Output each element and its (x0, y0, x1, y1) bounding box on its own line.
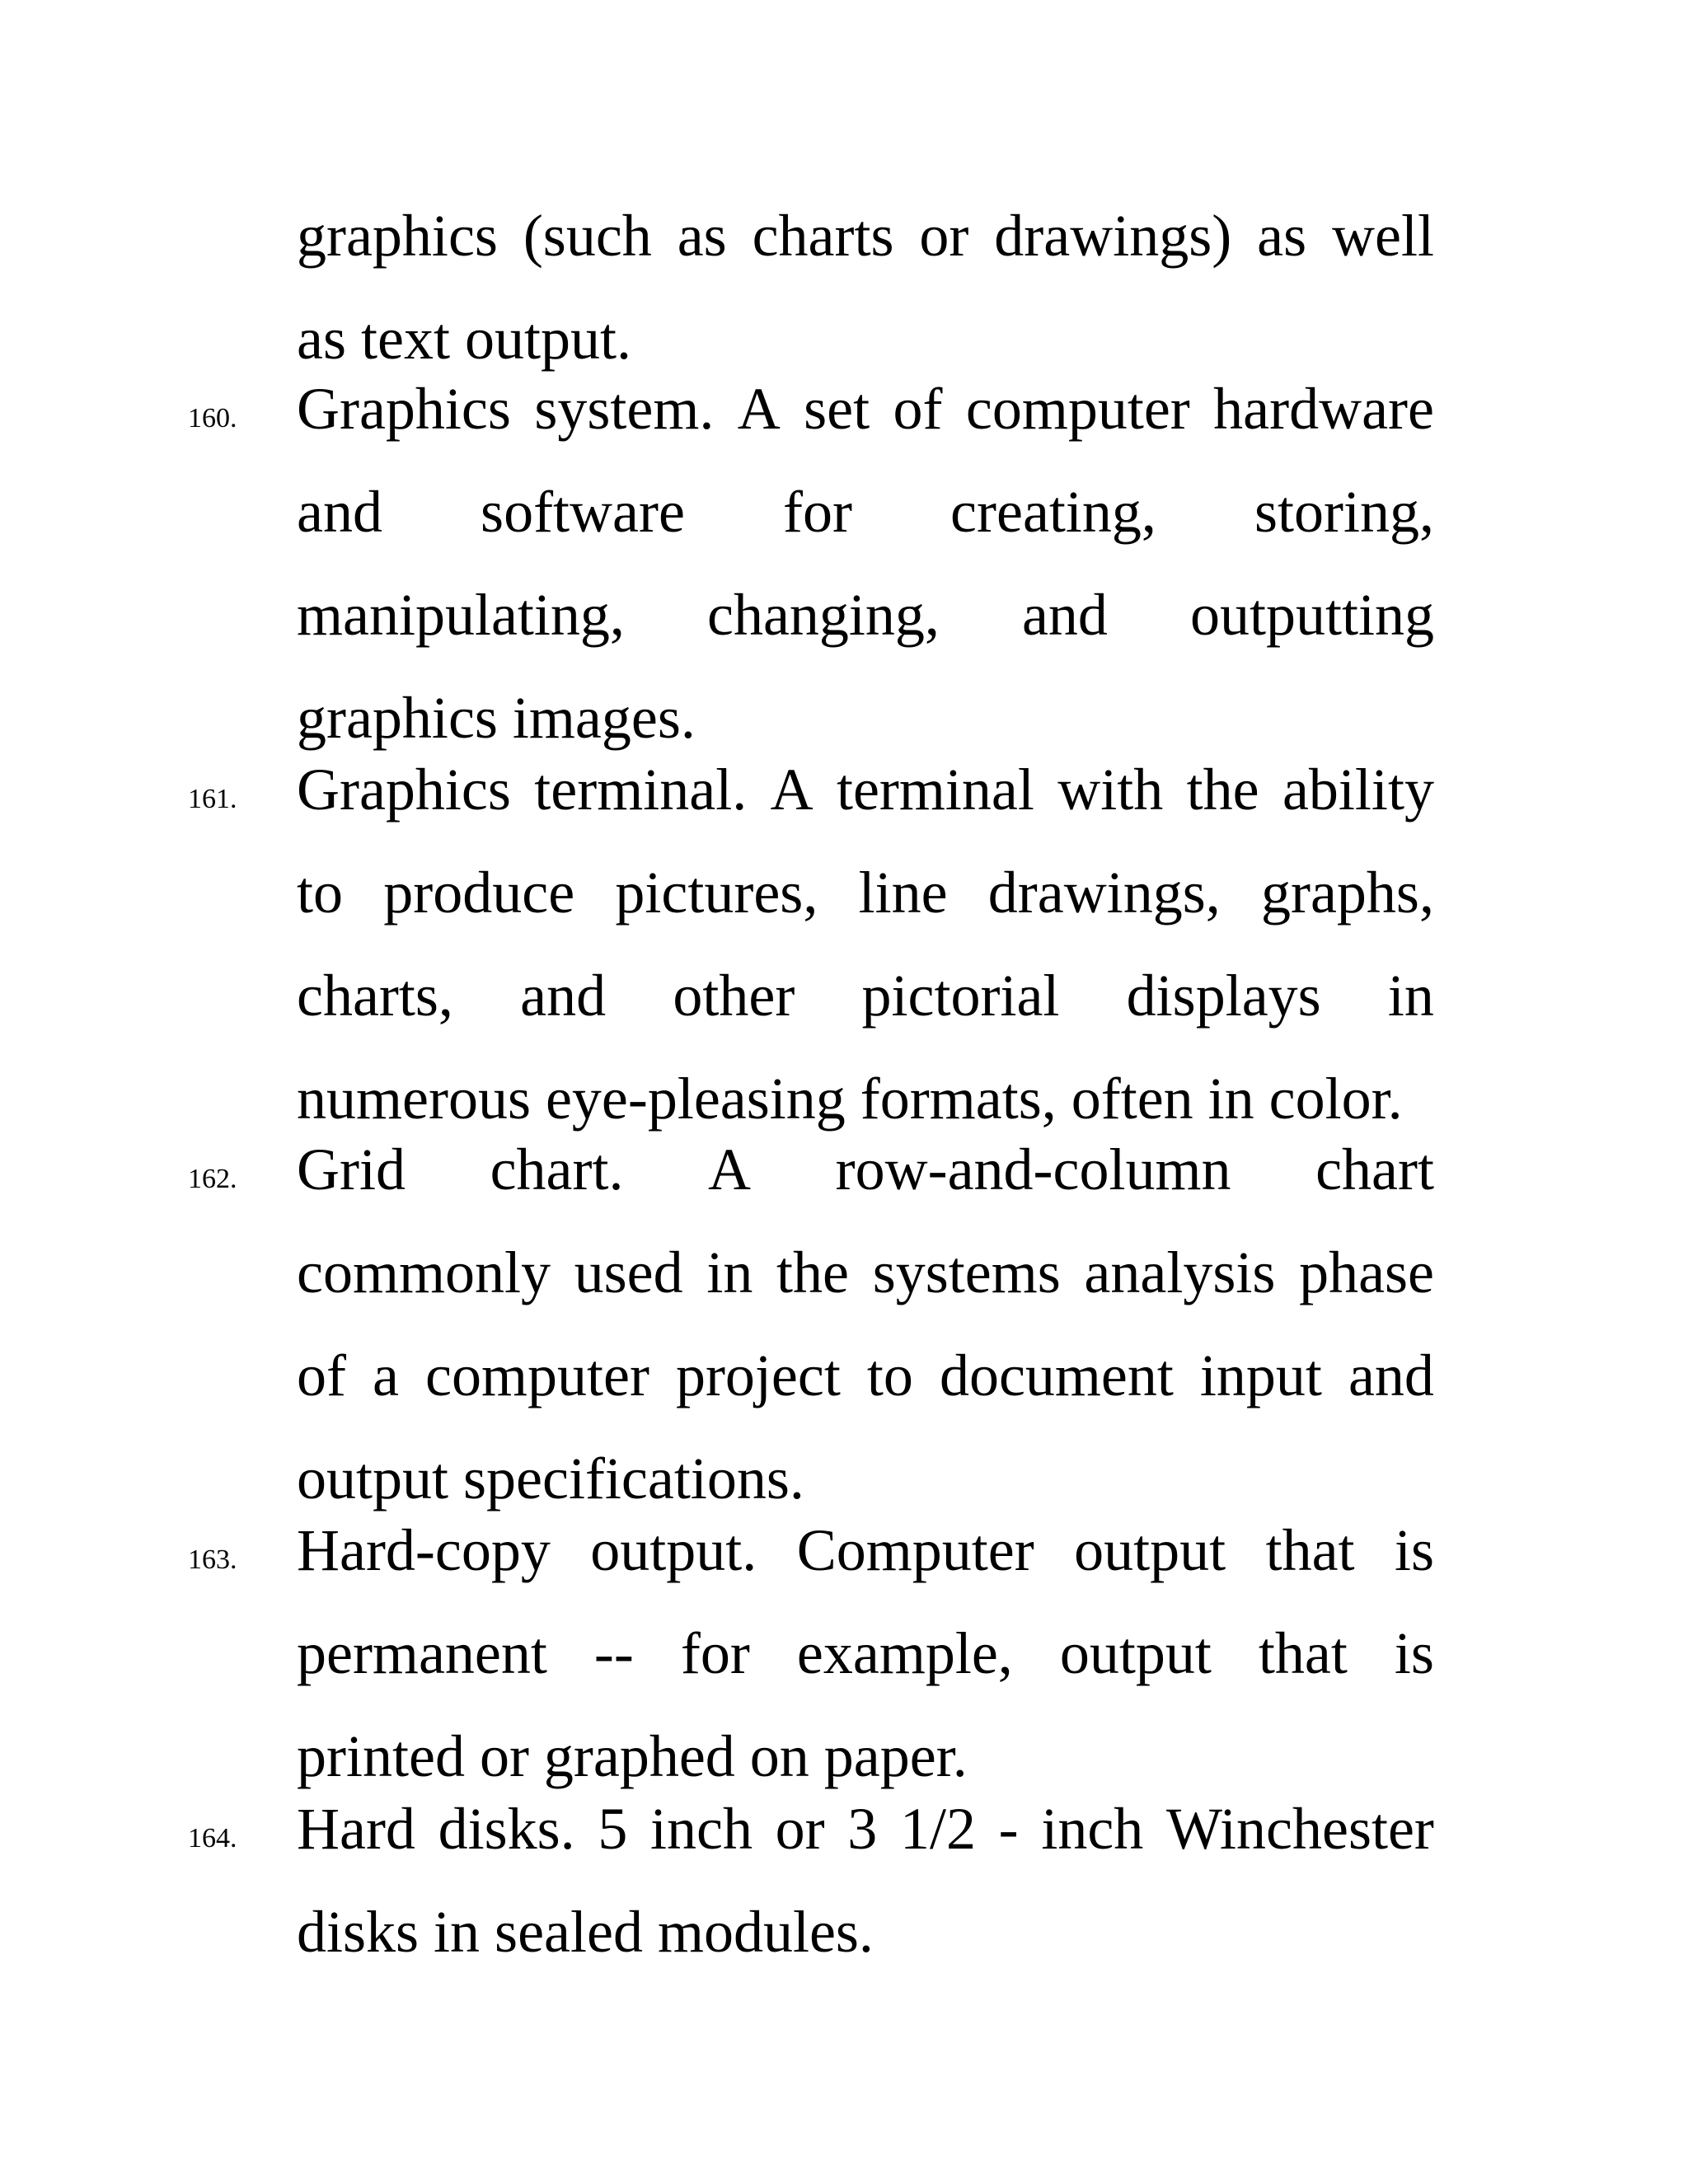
word: -- (593, 1620, 634, 1686)
word: Computer (796, 1517, 1034, 1583)
entry-number: 162. (188, 1164, 237, 1194)
text-line (297, 1796, 1434, 1862)
word: (such (523, 203, 652, 269)
word: computer (425, 1343, 649, 1408)
word: that (1265, 1517, 1355, 1583)
word: drawings, (987, 860, 1221, 926)
text-line (297, 376, 1434, 442)
word: A (708, 1137, 752, 1202)
word: disks. (438, 1796, 575, 1862)
word: creating, (950, 479, 1156, 545)
word: is (1394, 1517, 1434, 1583)
word: used (574, 1240, 683, 1305)
entry-number: 160. (188, 403, 237, 434)
word: that (1258, 1620, 1348, 1686)
word: or (775, 1796, 825, 1862)
word: A (737, 376, 781, 442)
word: 3 (847, 1796, 878, 1862)
word: output (1059, 1620, 1212, 1686)
word: inch (1041, 1796, 1144, 1862)
word: chart (1315, 1137, 1434, 1202)
word: system. (534, 376, 715, 442)
word: systems (872, 1240, 1061, 1305)
word: commonly (297, 1240, 551, 1305)
word: of (893, 376, 943, 442)
word: output. (590, 1517, 757, 1583)
word: or (919, 203, 969, 269)
word: row-and-column (835, 1137, 1231, 1202)
entry-number: 161. (188, 784, 237, 814)
word: phase (1299, 1240, 1434, 1305)
word: project (675, 1343, 841, 1408)
text-line (297, 582, 1434, 648)
word: charts, (297, 963, 453, 1029)
text-line (297, 1137, 1434, 1202)
text-line: output specifications. (297, 1446, 804, 1511)
word: and (520, 963, 607, 1029)
word: with (1057, 757, 1164, 823)
word: storing, (1254, 479, 1434, 545)
word: Grid (297, 1137, 406, 1202)
text-line: as text output. (297, 306, 631, 372)
word: inch (650, 1796, 753, 1862)
word: charts (752, 203, 894, 269)
word: as (1257, 203, 1307, 269)
word: line (858, 860, 948, 926)
word: other (673, 963, 795, 1029)
word: displays (1126, 963, 1321, 1029)
word: as (677, 203, 727, 269)
word: analysis (1084, 1240, 1276, 1305)
word: input (1199, 1343, 1322, 1408)
word: Graphics (297, 757, 511, 823)
text-line: disks in sealed modules. (297, 1899, 874, 1965)
text-line (297, 860, 1434, 926)
text-line (297, 1620, 1434, 1686)
word: changing, (706, 582, 940, 648)
text-line: numerous eye-pleasing formats, often in color. (297, 1066, 1403, 1132)
word: the (776, 1240, 849, 1305)
word: for (680, 1620, 750, 1686)
word: document (939, 1343, 1174, 1408)
word: pictorial (861, 963, 1060, 1029)
word: graphics (297, 203, 498, 269)
word: produce (383, 860, 575, 926)
word: Hard (297, 1796, 415, 1862)
word: ability (1282, 757, 1434, 823)
text-line (297, 1343, 1434, 1408)
word: outputting (1189, 582, 1434, 648)
text-line: graphics images. (297, 685, 696, 751)
word: and (1021, 582, 1108, 648)
word: terminal (836, 757, 1034, 823)
word: for (783, 479, 852, 545)
text-line: printed or graphed on paper. (297, 1723, 968, 1789)
word: 5 (598, 1796, 628, 1862)
word: Winchester (1165, 1796, 1434, 1862)
entry-number: 163. (188, 1544, 237, 1575)
word: - (998, 1796, 1019, 1862)
word: set (804, 376, 870, 442)
text-line (297, 203, 1434, 269)
text-line (297, 1240, 1434, 1305)
word: to (297, 860, 344, 926)
word: and (297, 479, 382, 545)
word: a (373, 1343, 399, 1408)
entry-number: 164. (188, 1823, 237, 1854)
word: Graphics (297, 376, 511, 442)
text-line (297, 479, 1434, 545)
word: example, (796, 1620, 1013, 1686)
word: hardware (1213, 376, 1434, 442)
word: pictures, (615, 860, 818, 926)
text-line (297, 757, 1434, 823)
word: A (770, 757, 814, 823)
word: computer (965, 376, 1190, 442)
word: of (297, 1343, 346, 1408)
word: in (706, 1240, 753, 1305)
word: output (1074, 1517, 1226, 1583)
word: to (866, 1343, 913, 1408)
word: permanent (297, 1620, 547, 1686)
word: Hard-copy (297, 1517, 551, 1583)
word: 1/2 (899, 1796, 976, 1862)
text-line (297, 963, 1434, 1029)
word: well (1332, 203, 1434, 269)
word: and (1348, 1343, 1434, 1408)
word: graphs, (1261, 860, 1434, 926)
word: software (481, 479, 685, 545)
word: is (1394, 1620, 1434, 1686)
word: terminal. (534, 757, 748, 823)
text-line (297, 1517, 1434, 1583)
word: chart. (490, 1137, 624, 1202)
word: in (1387, 963, 1434, 1029)
word: manipulating, (297, 582, 625, 648)
word: drawings) (994, 203, 1232, 269)
word: the (1186, 757, 1259, 823)
